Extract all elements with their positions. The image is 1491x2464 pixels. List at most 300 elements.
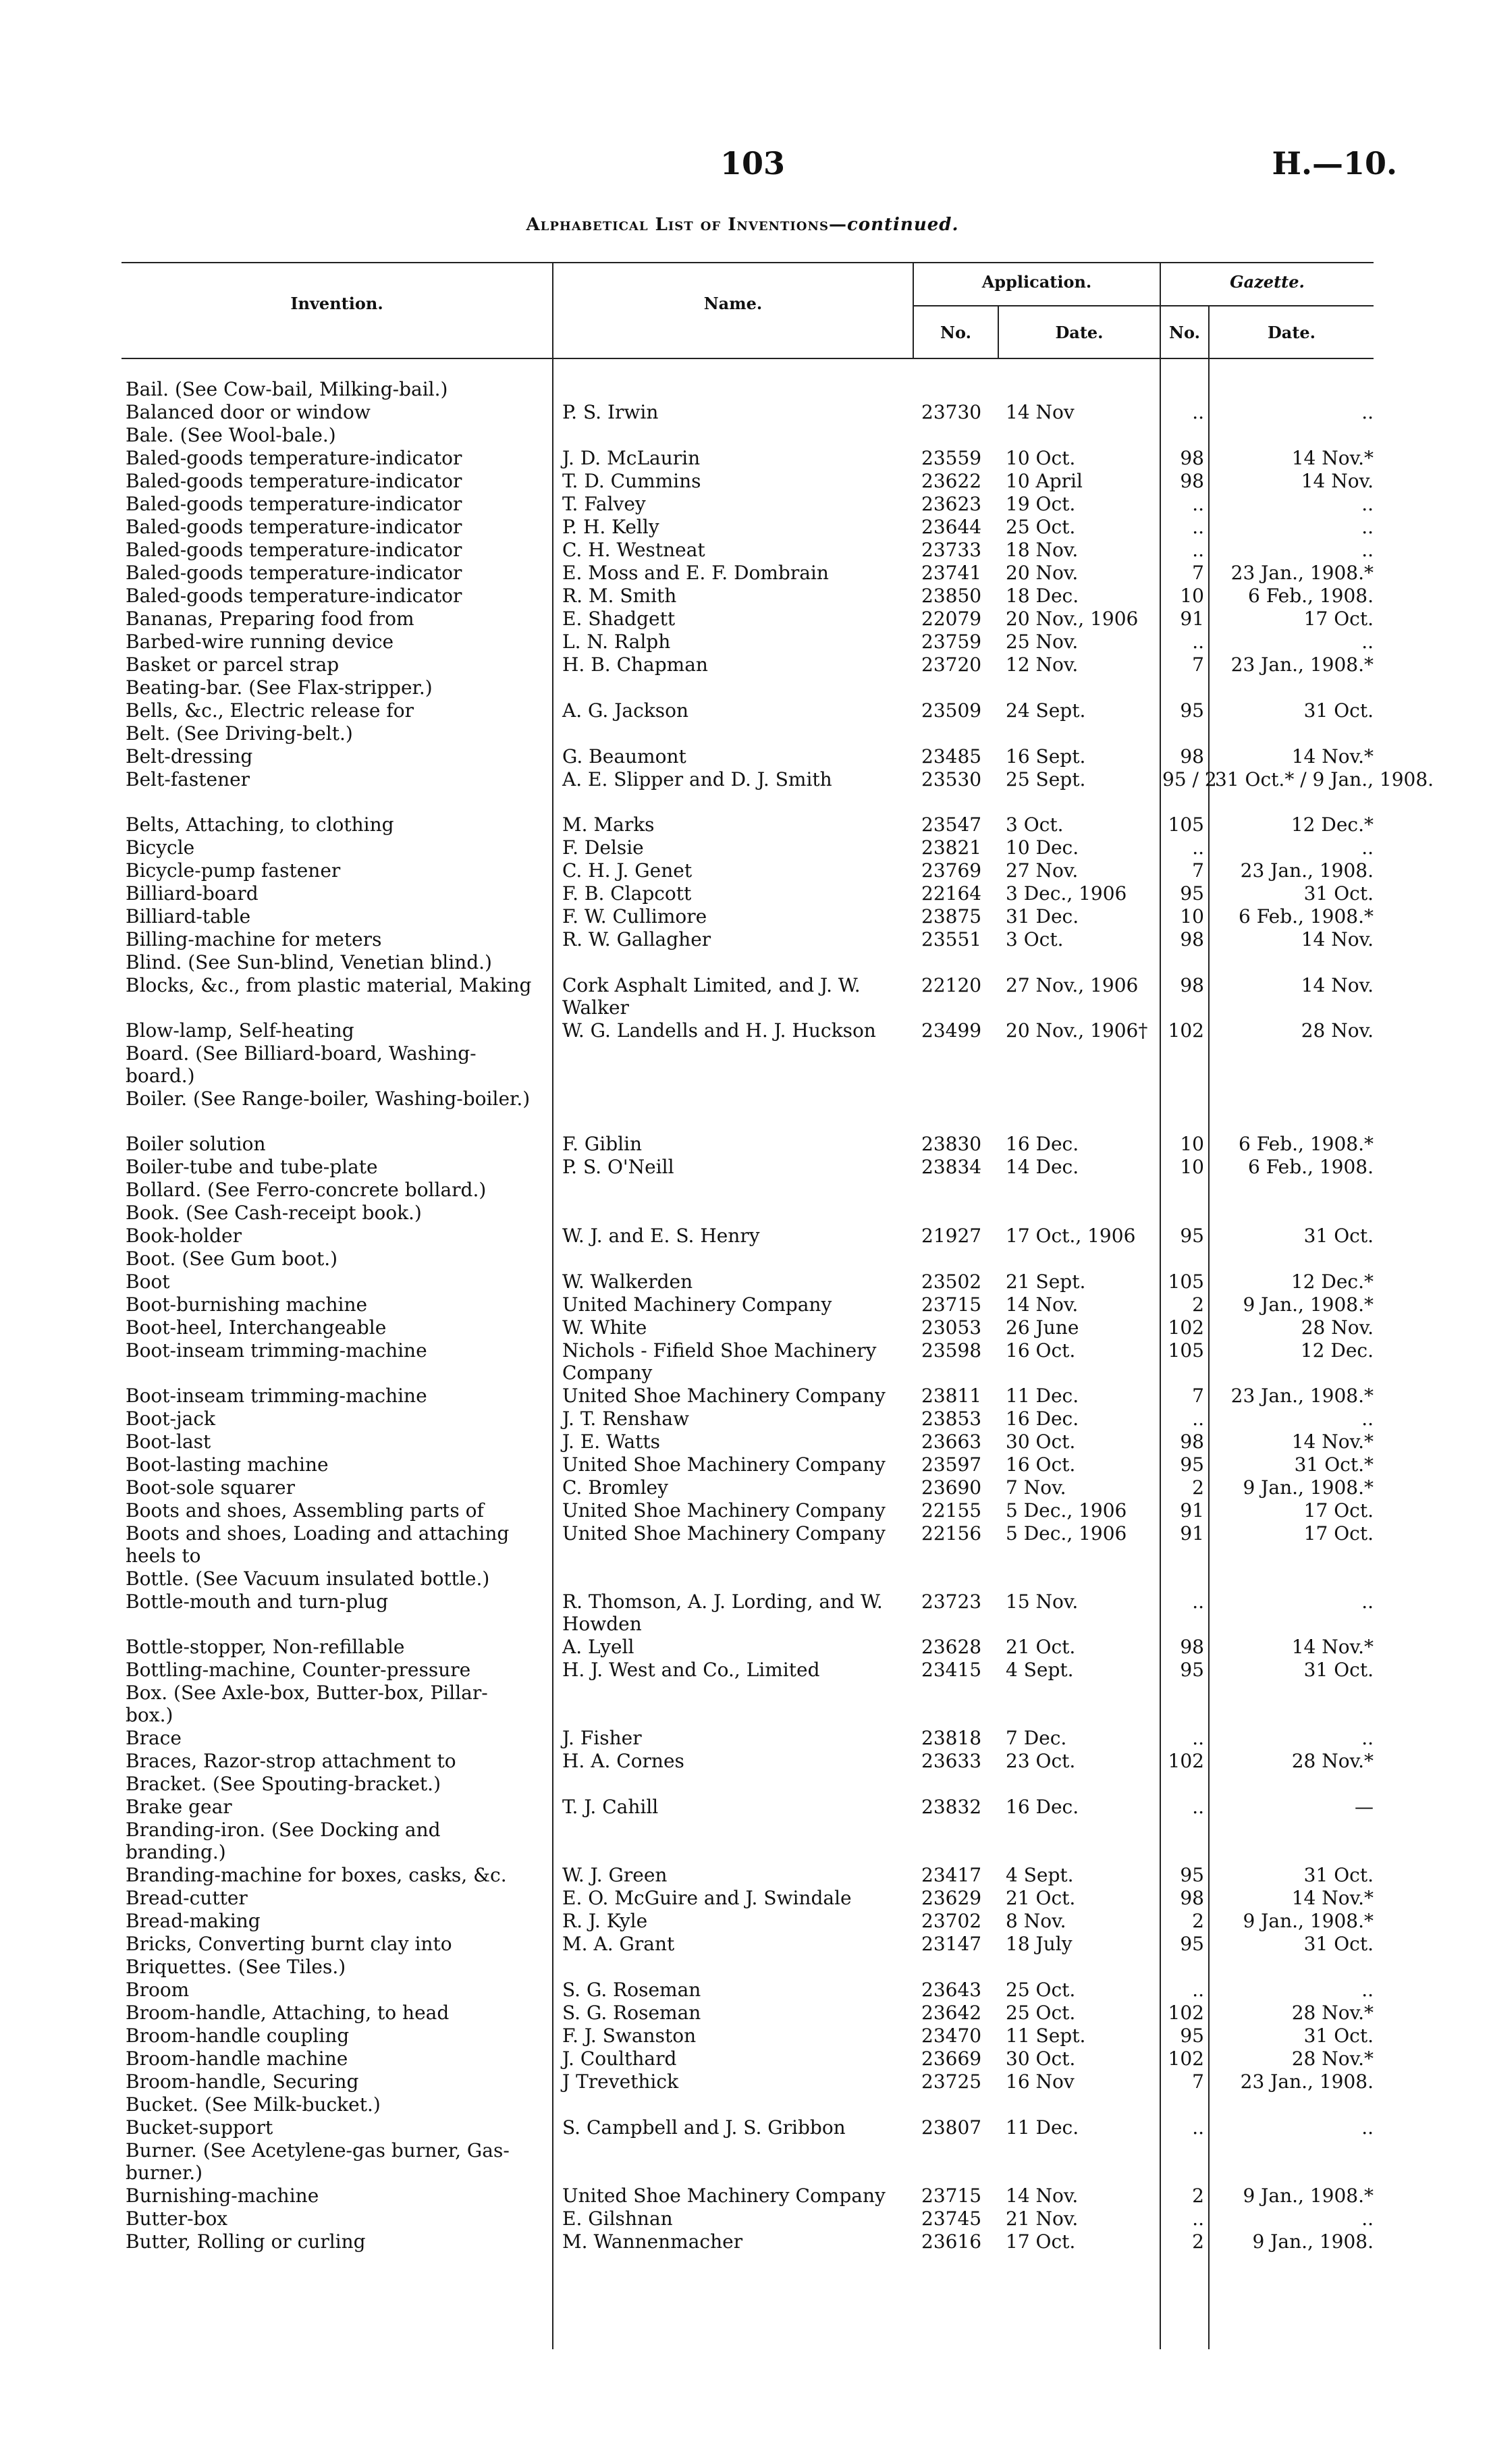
name-cell: F. J. Swanston [562, 2025, 697, 2047]
gazette-number-cell: 2 [1192, 1476, 1204, 1499]
name-cell: A. G. Jackson [562, 699, 689, 722]
gazette-number-cell: 98 [1180, 928, 1204, 950]
gazette-date-cell: 12 Dec. [1300, 1339, 1374, 1362]
application-number-cell: 23598 [921, 1339, 982, 1362]
name-cell: H. B. Chapman [562, 653, 708, 676]
application-date-cell: 16 Oct. [1006, 1339, 1076, 1362]
application-date-cell: 17 Oct. [1006, 2230, 1076, 2253]
application-number-cell: 23723 [921, 1590, 982, 1613]
application-date-cell: 7 Nov. [1006, 1476, 1066, 1499]
table-row [0, 1133, 1491, 1156]
invention-cell: Bottle-mouth and turn-plug [126, 1590, 389, 1613]
table-row [0, 1636, 1491, 1659]
name-cell: S. G. Roseman [562, 2002, 701, 2024]
name-cell: United Shoe Machinery Company [562, 1453, 886, 1476]
gazette-date-cell: 14 Nov. [1301, 974, 1374, 996]
invention-cell: Basket or parcel strap [126, 653, 340, 676]
table-row [0, 951, 1491, 974]
application-date-cell: 16 Dec. [1006, 1796, 1079, 1818]
gazette-date-cell: 9 Jan., 1908.* [1243, 2185, 1374, 2207]
table-row [0, 882, 1491, 905]
gazette-number-cell: 10 [1180, 905, 1204, 928]
gazette-date-cell: 6 Feb., 1908. [1248, 1156, 1374, 1178]
application-number-cell: 23725 [921, 2070, 982, 2093]
gazette-date-cell: .. [1361, 836, 1374, 859]
application-number-cell: 23502 [921, 1270, 982, 1293]
application-date-cell: 14 Nov. [1006, 1293, 1079, 1316]
invention-cell: Board. (See Billiard-board, Washing-board.) [126, 1042, 477, 1087]
table-row [0, 470, 1491, 493]
application-date-cell: 11 Dec. [1006, 1385, 1079, 1407]
application-date-cell: 25 Oct. [1006, 2002, 1076, 2024]
gazette-date-cell: 28 Nov. [1301, 1316, 1374, 1339]
header-app-no: No. [940, 323, 971, 342]
name-cell: J. Fisher [562, 1727, 642, 1749]
name-cell: P. S. O'Neill [562, 1156, 674, 1178]
invention-cell: Bananas, Preparing food from [126, 608, 414, 630]
table-row [0, 745, 1491, 768]
table-row [0, 1956, 1491, 1979]
application-date-cell: 25 Oct. [1006, 516, 1076, 538]
name-cell: F. Giblin [562, 1133, 643, 1155]
gazette-date-cell: — [1355, 1796, 1374, 1818]
application-number-cell: 23485 [921, 745, 982, 768]
invention-cell: Broom-handle machine [126, 2047, 348, 2070]
gazette-number-cell: .. [1192, 1796, 1204, 1818]
gazette-number-cell: 102 [1168, 1750, 1204, 1772]
table-row [0, 631, 1491, 653]
application-date-cell: 4 Sept. [1006, 1659, 1074, 1681]
gazette-date-cell: 23 Jan., 1908.* [1230, 1385, 1374, 1407]
invention-cell: Baled-goods temperature-indicator [126, 447, 462, 469]
application-number-cell: 23622 [921, 470, 982, 492]
name-cell: United Shoe Machinery Company [562, 1385, 886, 1407]
title-continued: continued. [846, 215, 959, 235]
gazette-number-cell: .. [1192, 2116, 1204, 2139]
application-date-cell: 11 Dec. [1006, 2116, 1079, 2139]
gazette-number-cell: .. [1192, 631, 1204, 653]
application-date-cell: 16 Dec. [1006, 1133, 1079, 1155]
gazette-number-cell: 95 [1180, 1933, 1204, 1955]
gazette-number-cell: 91 [1180, 608, 1204, 630]
application-number-cell: 23745 [921, 2207, 982, 2230]
invention-cell: Boots and shoes, Assembling parts of [126, 1499, 484, 1522]
gazette-date-cell: .. [1361, 2116, 1374, 2139]
invention-cell: Belt. (See Driving-belt.) [126, 722, 353, 745]
invention-cell: Blow-lamp, Self-heating [126, 1019, 354, 1042]
gazette-number-cell: 95 [1180, 1864, 1204, 1886]
gazette-date-cell: 28 Nov.* [1291, 2002, 1374, 2024]
application-date-cell: 25 Nov. [1006, 631, 1079, 653]
table-row [0, 424, 1491, 447]
gazette-number-cell: 10 [1180, 585, 1204, 607]
invention-cell: Billing-machine for meters [126, 928, 382, 950]
gazette-date-cell: 31 Oct.* / 9 Jan., 1908. [1215, 768, 1434, 791]
name-cell: United Machinery Company [562, 1293, 832, 1316]
gazette-date-cell: 14 Nov.* [1291, 1887, 1374, 1909]
application-number-cell: 23417 [921, 1864, 982, 1886]
gazette-number-cell: 7 [1192, 562, 1204, 584]
header-gaz-no: No. [1169, 323, 1200, 342]
application-date-cell: 16 Sept. [1006, 745, 1086, 768]
gazette-number-cell: .. [1192, 493, 1204, 515]
gazette-number-cell: 2 [1192, 1293, 1204, 1316]
name-cell: A. Lyell [562, 1636, 634, 1658]
table-row [0, 1522, 1491, 1568]
invention-cell: Book-holder [126, 1225, 242, 1247]
invention-cell: Baled-goods temperature-indicator [126, 539, 462, 561]
application-number-cell: 22164 [921, 882, 982, 905]
table-row [0, 1408, 1491, 1430]
table-row [0, 1248, 1491, 1270]
invention-cell: Boiler-tube and tube-plate [126, 1156, 378, 1178]
gazette-number-cell: 98 [1180, 1636, 1204, 1658]
invention-cell: Burner. (See Acetylene-gas burner, Gas-burner.) [126, 2139, 510, 2184]
application-number-cell: 23821 [921, 836, 982, 859]
name-cell: C. H. J. Genet [562, 859, 693, 882]
application-number-cell: 23853 [921, 1408, 982, 1430]
invention-cell: Broom-handle, Securing [126, 2070, 359, 2093]
name-cell: J Trevethick [562, 2070, 679, 2093]
page-number: 103 [720, 145, 786, 182]
application-date-cell: 3 Dec., 1906 [1006, 882, 1127, 905]
page-title [405, 215, 1080, 235]
invention-cell: Boot-lasting machine [126, 1453, 329, 1476]
table-row [0, 2230, 1491, 2253]
invention-cell: Butter, Rolling or curling [126, 2230, 366, 2253]
table-row [0, 516, 1491, 539]
invention-cell: Bracket. (See Spouting-bracket.) [126, 1773, 441, 1795]
gazette-number-cell: 7 [1192, 653, 1204, 676]
invention-cell: Boiler solution [126, 1133, 266, 1155]
invention-cell: Bollard. (See Ferro-concrete bollard.) [126, 1179, 487, 1201]
application-number-cell: 23715 [921, 2185, 982, 2207]
table-row [0, 1887, 1491, 1910]
name-cell: W. Walkerden [562, 1270, 693, 1293]
gazette-date-cell: 12 Dec.* [1291, 1270, 1374, 1293]
header-name: Name. [703, 294, 763, 313]
name-cell: H. J. West and Co., Limited [562, 1659, 820, 1681]
application-number-cell: 23715 [921, 1293, 982, 1316]
invention-cell: Billiard-board [126, 882, 259, 905]
application-date-cell: 30 Oct. [1006, 1430, 1076, 1453]
application-date-cell: 20 Nov., 1906† [1006, 1019, 1148, 1042]
table-row [0, 813, 1491, 836]
name-cell: T. J. Cahill [562, 1796, 659, 1818]
table-row [0, 2139, 1491, 2185]
gazette-number-cell: 7 [1192, 2070, 1204, 2093]
application-number-cell: 22156 [921, 1522, 982, 1545]
table-row [0, 401, 1491, 424]
application-number-cell: 23642 [921, 2002, 982, 2024]
gazette-date-cell: 31 Oct.* [1294, 1453, 1374, 1476]
gazette-date-cell: 23 Jan., 1908. [1240, 859, 1374, 882]
application-number-cell: 22155 [921, 1499, 982, 1522]
table-row [0, 2047, 1491, 2070]
application-date-cell: 19 Oct. [1006, 493, 1076, 515]
application-date-cell: 26 June [1006, 1316, 1079, 1339]
gazette-number-cell: .. [1192, 401, 1204, 423]
invention-cell: Book. (See Cash-receipt book.) [126, 1202, 422, 1224]
invention-cell: Boot-sole squarer [126, 1476, 296, 1499]
invention-cell: Broom-handle, Attaching, to head [126, 2002, 450, 2024]
table-row [0, 1453, 1491, 1476]
gazette-number-cell: .. [1192, 1727, 1204, 1749]
table-row [0, 1042, 1491, 1088]
application-date-cell: 3 Oct. [1006, 813, 1064, 836]
table-row [0, 1796, 1491, 1819]
invention-cell: Barbed-wire running device [126, 631, 394, 653]
gazette-date-cell: 28 Nov. [1301, 1019, 1374, 1042]
table-row [0, 1430, 1491, 1453]
gazette-date-cell: 14 Nov.* [1291, 1430, 1374, 1453]
application-date-cell: 20 Nov. [1006, 562, 1079, 584]
invention-cell: Bottling-machine, Counter-pressure [126, 1659, 471, 1681]
gazette-number-cell: 2 [1192, 2230, 1204, 2253]
name-cell: W. White [562, 1316, 647, 1339]
gazette-number-cell: 2 [1192, 1910, 1204, 1932]
name-cell: C. Bromley [562, 1476, 668, 1499]
table-row [0, 1933, 1491, 1956]
application-number-cell: 22120 [921, 974, 982, 996]
name-cell: W. J. and E. S. Henry [562, 1225, 760, 1247]
gazette-number-cell: 95 / 2 [1162, 768, 1217, 791]
gazette-number-cell: 95 [1180, 699, 1204, 722]
name-cell: J. Coulthard [562, 2047, 677, 2070]
name-cell: W. G. Landells and H. J. Huckson [562, 1019, 876, 1042]
application-number-cell: 23633 [921, 1750, 982, 1772]
invention-cell: Brace [126, 1727, 182, 1749]
gazette-date-cell: 12 Dec.* [1291, 813, 1374, 836]
application-number-cell: 23547 [921, 813, 982, 836]
name-cell: S. G. Roseman [562, 1979, 701, 2001]
application-number-cell: 23769 [921, 859, 982, 882]
gazette-number-cell: 105 [1168, 813, 1204, 836]
gazette-number-cell: 95 [1180, 1225, 1204, 1247]
table-row [0, 1156, 1491, 1179]
header-bottom-rule [121, 358, 1374, 359]
application-number-cell: 23628 [921, 1636, 982, 1658]
table-row [0, 1202, 1491, 1225]
name-cell: E. O. McGuire and J. Swindale [562, 1887, 852, 1909]
table-row [0, 1339, 1491, 1385]
gazette-number-cell: 91 [1180, 1499, 1204, 1522]
gazette-date-cell: 14 Nov.* [1291, 1636, 1374, 1658]
name-cell: A. E. Slipper and D. J. Smith [562, 768, 832, 791]
application-date-cell: 25 Sept. [1006, 768, 1086, 791]
table-row [0, 1499, 1491, 1522]
name-cell: L. N. Ralph [562, 631, 671, 653]
invention-cell: Brake gear [126, 1796, 232, 1818]
name-cell: F. Delsie [562, 836, 644, 859]
name-cell: R. Thomson, A. J. Lording, and W. Howden [562, 1590, 883, 1635]
header-gaz-date: Date. [1267, 323, 1316, 342]
name-cell: R. W. Gallagher [562, 928, 711, 950]
name-cell: Cork Asphalt Limited, and J. W. Walker [562, 974, 861, 1019]
gazette-date-cell: .. [1361, 493, 1374, 515]
table-row [0, 1179, 1491, 1202]
gazette-number-cell: .. [1192, 539, 1204, 561]
table-row [0, 539, 1491, 562]
application-number-cell: 23850 [921, 585, 982, 607]
invention-cell: Beating-bar. (See Flax-stripper.) [126, 676, 433, 699]
gazette-number-cell: 105 [1168, 1339, 1204, 1362]
gazette-date-cell: 23 Jan., 1908.* [1230, 653, 1374, 676]
table-row [0, 722, 1491, 745]
application-number-cell: 23499 [921, 1019, 982, 1042]
application-number-cell: 23875 [921, 905, 982, 928]
table-row [0, 653, 1491, 676]
gazette-date-cell: 14 Nov. [1301, 470, 1374, 492]
application-date-cell: 10 Oct. [1006, 447, 1076, 469]
gazette-number-cell: 7 [1192, 859, 1204, 882]
gazette-number-cell: 98 [1180, 1887, 1204, 1909]
application-date-cell: 27 Nov. [1006, 859, 1079, 882]
gazette-number-cell: 95 [1180, 882, 1204, 905]
invention-cell: Boot-last [126, 1430, 211, 1453]
application-date-cell: 11 Sept. [1006, 2025, 1086, 2047]
invention-cell: Boiler. (See Range-boiler, Washing-boiler.) [126, 1088, 531, 1110]
header-mid-rule [913, 305, 1374, 306]
invention-cell: Baled-goods temperature-indicator [126, 585, 462, 607]
application-date-cell: 12 Nov. [1006, 653, 1079, 676]
invention-cell: Bucket-support [126, 2116, 273, 2139]
invention-cell: Branding-iron. (See Docking and branding.) [126, 1819, 441, 1863]
gazette-date-cell: 31 Oct. [1303, 2025, 1374, 2047]
table-row [0, 2207, 1491, 2230]
application-number-cell: 23818 [921, 1727, 982, 1749]
application-date-cell: 21 Nov. [1006, 2207, 1079, 2230]
gazette-number-cell: 102 [1168, 1316, 1204, 1339]
application-number-cell: 23559 [921, 447, 982, 469]
invention-cell: Boot-burnishing machine [126, 1293, 368, 1316]
application-number-cell: 23834 [921, 1156, 982, 1178]
invention-cell: Bucket. (See Milk-bucket.) [126, 2093, 381, 2116]
name-cell: C. H. Westneat [562, 539, 705, 561]
application-date-cell: 30 Oct. [1006, 2047, 1076, 2070]
table-row [0, 1750, 1491, 1773]
table-row [0, 928, 1491, 951]
table-row [0, 378, 1491, 401]
table-row [0, 1385, 1491, 1408]
table-row [0, 1316, 1491, 1339]
application-number-cell: 23629 [921, 1887, 982, 1909]
document-code: H.—10. [1272, 145, 1397, 182]
name-cell: T. D. Cummins [562, 470, 701, 492]
application-date-cell: 8 Nov. [1006, 1910, 1066, 1932]
gazette-number-cell: .. [1192, 1590, 1204, 1613]
table-row [0, 768, 1491, 813]
gazette-number-cell: 102 [1168, 2047, 1204, 2070]
invention-cell: Belt-dressing [126, 745, 253, 768]
table-row [0, 1682, 1491, 1727]
gazette-date-cell: 28 Nov.* [1291, 1750, 1374, 1772]
table-row [0, 1568, 1491, 1590]
name-cell: T. Falvey [562, 493, 646, 515]
gazette-date-cell: 17 Oct. [1303, 608, 1374, 630]
table-row [0, 1590, 1491, 1636]
name-cell: R. M. Smith [562, 585, 677, 607]
gazette-number-cell: 102 [1168, 2002, 1204, 2024]
table-row [0, 1979, 1491, 2002]
name-cell: H. A. Cornes [562, 1750, 684, 1772]
invention-cell: Baled-goods temperature-indicator [126, 470, 462, 492]
invention-cell: Broom-handle coupling [126, 2025, 350, 2047]
invention-cell: Baled-goods temperature-indicator [126, 516, 462, 538]
table-row [0, 699, 1491, 722]
name-cell: E. Gilshnan [562, 2207, 673, 2230]
header-gazette: Gazette. [1230, 272, 1305, 292]
gazette-date-cell: 9 Jan., 1908.* [1243, 1293, 1374, 1316]
table-row [0, 1659, 1491, 1682]
application-number-cell: 23644 [921, 516, 982, 538]
gazette-date-cell: 31 Oct. [1303, 1659, 1374, 1681]
gazette-number-cell: 98 [1180, 1430, 1204, 1453]
invention-cell: Bail. (See Cow-bail, Milking-bail.) [126, 378, 448, 400]
gazette-date-cell: 17 Oct. [1303, 1499, 1374, 1522]
gazette-number-cell: 95 [1180, 1453, 1204, 1476]
invention-cell: Burnishing-machine [126, 2185, 319, 2207]
application-date-cell: 10 Dec. [1006, 836, 1079, 859]
gazette-date-cell: .. [1361, 1727, 1374, 1749]
invention-cell: Butter-box [126, 2207, 228, 2230]
gazette-number-cell: 2 [1192, 2185, 1204, 2207]
application-number-cell: 23730 [921, 401, 982, 423]
name-cell: M. Wannenmacher [562, 2230, 743, 2253]
invention-cell: Boot [126, 1270, 170, 1293]
table-row [0, 1293, 1491, 1316]
table-row [0, 1864, 1491, 1887]
name-cell: M. Marks [562, 813, 655, 836]
application-number-cell: 23643 [921, 1979, 982, 2001]
table-row [0, 1088, 1491, 1133]
application-date-cell: 25 Oct. [1006, 1979, 1076, 2001]
invention-cell: Broom [126, 1979, 190, 2001]
application-date-cell: 16 Oct. [1006, 1453, 1076, 1476]
table-row [0, 1910, 1491, 1933]
application-number-cell: 23053 [921, 1316, 982, 1339]
table-row [0, 447, 1491, 470]
application-number-cell: 23811 [921, 1385, 982, 1407]
name-cell: R. J. Kyle [562, 1910, 648, 1932]
gazette-number-cell: 95 [1180, 1659, 1204, 1681]
application-number-cell: 23415 [921, 1659, 982, 1681]
gazette-number-cell: 91 [1180, 1522, 1204, 1545]
gazette-date-cell: .. [1361, 1408, 1374, 1430]
table-row [0, 585, 1491, 608]
header-top-rule [121, 262, 1374, 263]
table-row [0, 2025, 1491, 2047]
application-number-cell: 23733 [921, 539, 982, 561]
application-number-cell: 23830 [921, 1133, 982, 1155]
name-cell: United Shoe Machinery Company [562, 1499, 886, 1522]
table-row [0, 2093, 1491, 2116]
invention-cell: Bricks, Converting burnt clay into [126, 1933, 452, 1955]
name-cell: F. W. Cullimore [562, 905, 707, 928]
name-cell: J. D. McLaurin [562, 447, 701, 469]
application-date-cell: 24 Sept. [1006, 699, 1086, 722]
invention-cell: Boot-heel, Interchangeable [126, 1316, 387, 1339]
application-number-cell: 23807 [921, 2116, 982, 2139]
application-date-cell: 14 Nov [1006, 401, 1075, 423]
name-cell: United Shoe Machinery Company [562, 2185, 886, 2207]
gazette-number-cell: 7 [1192, 1385, 1204, 1407]
invention-cell: Boot-inseam trimming-machine [126, 1339, 427, 1362]
application-date-cell: 23 Oct. [1006, 1750, 1076, 1772]
header-app-date: Date. [1055, 323, 1104, 342]
gazette-date-cell: 6 Feb., 1908.* [1239, 1133, 1374, 1155]
application-date-cell: 18 Dec. [1006, 585, 1079, 607]
